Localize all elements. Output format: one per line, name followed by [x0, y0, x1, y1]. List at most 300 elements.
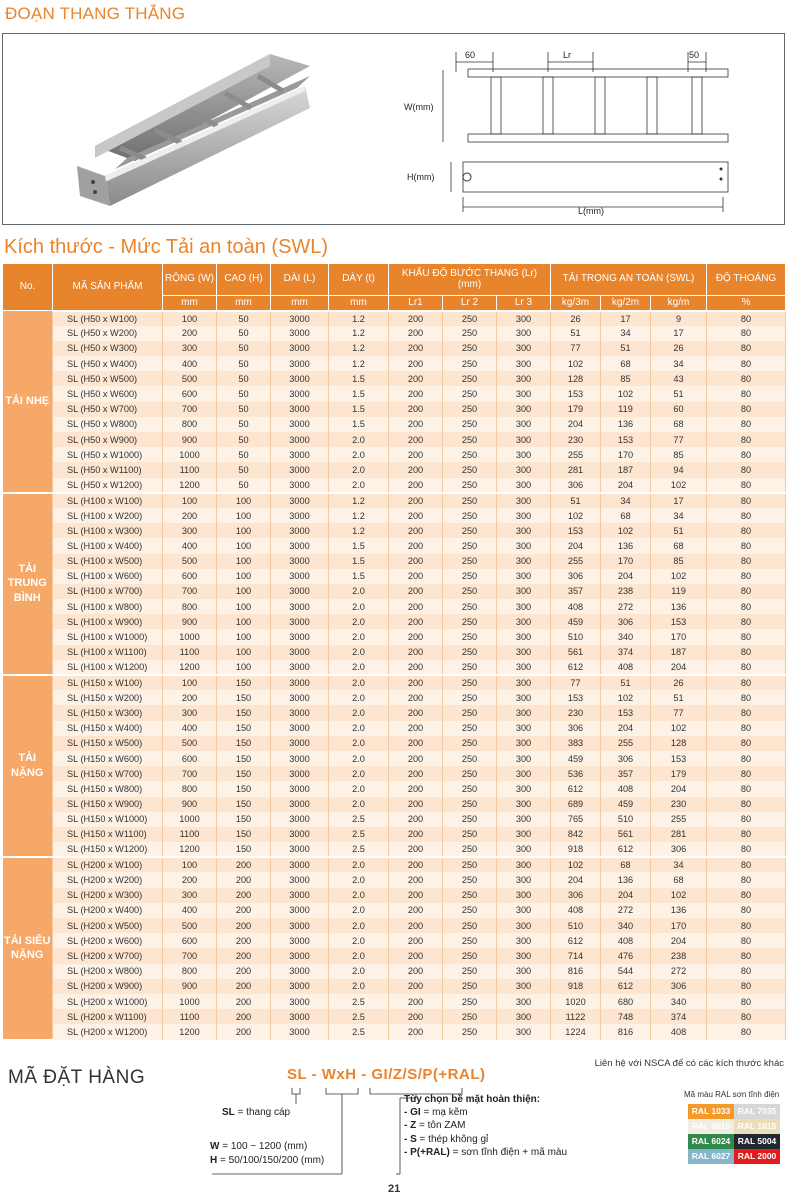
table-cell: 300: [163, 888, 217, 903]
table-cell: 3000: [271, 812, 329, 827]
table-cell: 80: [707, 538, 786, 553]
unit-thickness: mm: [329, 296, 389, 311]
table-cell: 3000: [271, 781, 329, 796]
legend-w-key: W: [210, 1141, 220, 1152]
table-cell: 200: [389, 569, 443, 584]
table-cell: 459: [601, 797, 651, 812]
table-cell: 300: [497, 918, 551, 933]
table-cell: 200: [389, 872, 443, 887]
table-cell: 300: [497, 569, 551, 584]
table-cell: 250: [443, 705, 497, 720]
table-cell: 300: [497, 356, 551, 371]
table-cell: 68: [601, 356, 651, 371]
unit-length: mm: [271, 296, 329, 311]
legend-sl-key: SL: [222, 1107, 235, 1118]
finish-z: [404, 1119, 567, 1132]
ral-swatch: RAL 6027: [688, 1149, 734, 1164]
table-cell: 80: [707, 584, 786, 599]
table-cell: 340: [651, 994, 707, 1009]
ral-swatch: RAL 1015: [734, 1119, 780, 1134]
table-cell: 459: [551, 751, 601, 766]
finish-gi: [404, 1106, 567, 1119]
table-cell: 170: [601, 554, 651, 569]
table-cell: 250: [443, 341, 497, 356]
ral-swatch: RAL 5004: [734, 1134, 780, 1149]
table-cell: 300: [497, 903, 551, 918]
product-code-cell: SL (H150 x W100): [53, 675, 163, 690]
table-cell: 100: [217, 629, 271, 644]
dim-50-label: 50: [689, 50, 700, 60]
table-cell: 200: [389, 311, 443, 326]
table-cell: 3000: [271, 736, 329, 751]
ral-swatch: RAL 1033: [688, 1104, 734, 1119]
spec-table: [2, 263, 786, 1041]
table-row: [3, 872, 786, 887]
table-cell: 1.5: [329, 402, 389, 417]
table-cell: 300: [497, 371, 551, 386]
table-cell: 1200: [163, 1024, 217, 1039]
table-cell: 2.0: [329, 751, 389, 766]
table-cell: 306: [551, 721, 601, 736]
table-cell: 80: [707, 629, 786, 644]
table-cell: 200: [389, 417, 443, 432]
table-cell: 300: [497, 417, 551, 432]
table-cell: 200: [389, 478, 443, 493]
table-cell: 200: [217, 888, 271, 903]
table-cell: 250: [443, 690, 497, 705]
legend-h-key: H: [210, 1154, 218, 1166]
table-cell: 200: [389, 766, 443, 781]
table-cell: 102: [651, 721, 707, 736]
table-cell: 2.0: [329, 675, 389, 690]
table-cell: 200: [389, 842, 443, 857]
table-cell: 100: [217, 599, 271, 614]
table-cell: 50: [217, 371, 271, 386]
table-cell: 250: [443, 933, 497, 948]
finish-title: Tùy chọn bề mặt hoàn thiện:: [404, 1094, 541, 1105]
table-cell: 2.5: [329, 1024, 389, 1039]
table-cell: 200: [217, 1024, 271, 1039]
table-cell: 250: [443, 1009, 497, 1024]
table-cell: 250: [443, 994, 497, 1009]
table-cell: 2.0: [329, 705, 389, 720]
table-cell: 3000: [271, 721, 329, 736]
table-cell: 2.0: [329, 736, 389, 751]
table-cell: 200: [389, 462, 443, 477]
table-cell: 3000: [271, 948, 329, 963]
table-row: [3, 842, 786, 857]
table-cell: 50: [217, 326, 271, 341]
table-cell: 3000: [271, 523, 329, 538]
table-cell: 200: [163, 690, 217, 705]
table-cell: 80: [707, 705, 786, 720]
table-cell: 80: [707, 827, 786, 842]
table-cell: 150: [217, 751, 271, 766]
table-cell: 200: [389, 554, 443, 569]
legend-w-desc: = 100 ~ 1200 (mm): [219, 1141, 308, 1152]
table-cell: 80: [707, 675, 786, 690]
table-cell: 900: [163, 432, 217, 447]
table-cell: 612: [551, 660, 601, 675]
table-cell: 51: [651, 690, 707, 705]
table-cell: 200: [389, 964, 443, 979]
table-cell: 77: [651, 432, 707, 447]
table-cell: 200: [389, 948, 443, 963]
table-cell: 200: [217, 948, 271, 963]
table-cell: 200: [389, 918, 443, 933]
product-code-cell: SL (H150 x W700): [53, 766, 163, 781]
table-cell: 250: [443, 903, 497, 918]
table-cell: 85: [651, 447, 707, 462]
table-cell: 1.5: [329, 554, 389, 569]
table-cell: 200: [389, 797, 443, 812]
product-code-cell: SL (H100 x W300): [53, 523, 163, 538]
table-row: [3, 584, 786, 599]
table-cell: 200: [217, 994, 271, 1009]
table-cell: 600: [163, 933, 217, 948]
table-cell: 3000: [271, 933, 329, 948]
table-cell: 128: [551, 371, 601, 386]
table-cell: 2.0: [329, 903, 389, 918]
table-cell: 300: [497, 478, 551, 493]
table-cell: 68: [601, 857, 651, 872]
table-cell: 1000: [163, 629, 217, 644]
table-cell: 2.0: [329, 599, 389, 614]
table-cell: 918: [551, 842, 601, 857]
table-cell: 300: [497, 675, 551, 690]
table-cell: 306: [601, 614, 651, 629]
table-cell: 250: [443, 447, 497, 462]
table-cell: 200: [389, 660, 443, 675]
table-cell: 612: [601, 842, 651, 857]
table-cell: 80: [707, 903, 786, 918]
table-cell: 816: [551, 964, 601, 979]
table-cell: 300: [497, 705, 551, 720]
table-cell: 250: [443, 554, 497, 569]
table-cell: 100: [217, 493, 271, 508]
header-code: MÃ SẢN PHẨM: [53, 264, 163, 311]
group-label: TẢI SIÊU NẶNG: [3, 857, 53, 1039]
table-cell: 250: [443, 736, 497, 751]
table-cell: 150: [217, 736, 271, 751]
table-cell: 306: [551, 569, 601, 584]
table-cell: 1200: [163, 478, 217, 493]
table-row: [3, 948, 786, 963]
table-cell: 80: [707, 812, 786, 827]
table-cell: 204: [601, 888, 651, 903]
table-cell: 230: [551, 705, 601, 720]
product-code-cell: SL (H100 x W800): [53, 599, 163, 614]
table-cell: 2.5: [329, 1009, 389, 1024]
table-cell: 230: [651, 797, 707, 812]
table-cell: 100: [217, 645, 271, 660]
table-cell: 200: [163, 508, 217, 523]
table-cell: 544: [601, 964, 651, 979]
table-cell: 250: [443, 827, 497, 842]
table-cell: 250: [443, 857, 497, 872]
table-row: [3, 478, 786, 493]
product-code-cell: SL (H100 x W600): [53, 569, 163, 584]
table-cell: 255: [551, 447, 601, 462]
dim-w-label: W(mm): [404, 102, 434, 112]
table-cell: 1.2: [329, 356, 389, 371]
table-cell: 3000: [271, 614, 329, 629]
table-cell: 300: [497, 432, 551, 447]
table-cell: 1100: [163, 462, 217, 477]
product-code-cell: SL (H150 x W300): [53, 705, 163, 720]
legend-sl-desc: = thang cáp: [234, 1107, 291, 1118]
table-cell: 102: [551, 356, 601, 371]
table-cell: 2.0: [329, 933, 389, 948]
table-cell: 300: [163, 705, 217, 720]
table-cell: 200: [389, 341, 443, 356]
table-cell: 200: [389, 979, 443, 994]
product-code-cell: SL (H150 x W900): [53, 797, 163, 812]
table-cell: 136: [651, 903, 707, 918]
table-cell: 200: [389, 493, 443, 508]
table-cell: 306: [551, 888, 601, 903]
table-cell: 3000: [271, 857, 329, 872]
table-cell: 3000: [271, 903, 329, 918]
header-width: RỘNG (W): [163, 264, 217, 296]
table-cell: 150: [217, 690, 271, 705]
finish-s-desc: = thép không gỉ: [416, 1133, 489, 1145]
table-cell: 200: [217, 872, 271, 887]
table-cell: 300: [497, 888, 551, 903]
table-row: [3, 356, 786, 371]
table-cell: 250: [443, 812, 497, 827]
table-cell: 200: [389, 827, 443, 842]
table-cell: 200: [389, 857, 443, 872]
table-cell: 187: [651, 645, 707, 660]
table-cell: 200: [389, 721, 443, 736]
header-clearance: ĐỘ THOÁNG: [707, 264, 786, 296]
table-cell: 2.0: [329, 614, 389, 629]
table-cell: 200: [217, 903, 271, 918]
table-cell: 250: [443, 751, 497, 766]
table-cell: 400: [163, 356, 217, 371]
table-cell: 119: [651, 584, 707, 599]
table-row: [3, 614, 786, 629]
table-cell: 510: [551, 918, 601, 933]
product-code-cell: SL (H200 x W100): [53, 857, 163, 872]
table-cell: 50: [217, 402, 271, 417]
product-code-cell: SL (H100 x W900): [53, 614, 163, 629]
product-code-cell: SL (H150 x W400): [53, 721, 163, 736]
section-title: ĐOẠN THANG THẲNG: [5, 4, 186, 23]
unit-kgm: kg/m: [651, 296, 707, 311]
table-cell: 3000: [271, 478, 329, 493]
table-cell: 100: [217, 508, 271, 523]
table-cell: 100: [217, 538, 271, 553]
ral-swatch: RAL 2000: [734, 1149, 780, 1164]
unit-kg3: kg/3m: [551, 296, 601, 311]
product-code-cell: SL (H150 x W800): [53, 781, 163, 796]
table-cell: 3000: [271, 1009, 329, 1024]
table-row: [3, 326, 786, 341]
table-row: [3, 447, 786, 462]
table-cell: 80: [707, 660, 786, 675]
table-cell: 3000: [271, 842, 329, 857]
table-cell: 80: [707, 842, 786, 857]
table-cell: 842: [551, 827, 601, 842]
product-code-cell: SL (H50 x W200): [53, 326, 163, 341]
table-cell: 100: [217, 523, 271, 538]
table-cell: 612: [551, 933, 601, 948]
table-cell: 238: [651, 948, 707, 963]
table-cell: 2.5: [329, 994, 389, 1009]
table-cell: 250: [443, 356, 497, 371]
product-code-cell: SL (H200 x W200): [53, 872, 163, 887]
table-cell: 510: [551, 629, 601, 644]
table-cell: 100: [163, 675, 217, 690]
table-cell: 408: [551, 903, 601, 918]
table-cell: 136: [651, 599, 707, 614]
table-cell: 250: [443, 432, 497, 447]
table-cell: 250: [443, 675, 497, 690]
table-cell: 102: [551, 857, 601, 872]
table-row: [3, 660, 786, 675]
table-cell: 51: [651, 523, 707, 538]
table-cell: 200: [389, 781, 443, 796]
table-cell: 2.0: [329, 660, 389, 675]
table-cell: 2.0: [329, 948, 389, 963]
table-cell: 250: [443, 629, 497, 644]
table-cell: 200: [217, 979, 271, 994]
table-cell: 94: [651, 462, 707, 477]
table-cell: 300: [163, 523, 217, 538]
table-row: [3, 417, 786, 432]
spec-table-body: [3, 311, 786, 1040]
product-code-cell: SL (H50 x W400): [53, 356, 163, 371]
dim-lr-label: Lr: [563, 50, 572, 60]
table-row: [3, 781, 786, 796]
table-cell: 204: [601, 478, 651, 493]
page-number: 21: [388, 1183, 401, 1195]
table-cell: 150: [217, 705, 271, 720]
ral-title: Mã màu RAL sơn tĩnh điện: [684, 1090, 780, 1099]
table-cell: 3000: [271, 538, 329, 553]
product-code-cell: SL (H150 x W500): [53, 736, 163, 751]
product-code-cell: SL (H200 x W600): [53, 933, 163, 948]
unit-lr2: Lr 2: [443, 296, 497, 311]
table-cell: 612: [601, 979, 651, 994]
product-code-cell: SL (H50 x W700): [53, 402, 163, 417]
table-cell: 204: [651, 660, 707, 675]
table-cell: 306: [651, 979, 707, 994]
product-code-cell: SL (H150 x W1000): [53, 812, 163, 827]
table-row: [3, 857, 786, 872]
table-cell: 51: [551, 326, 601, 341]
table-cell: 50: [217, 341, 271, 356]
table-cell: 80: [707, 462, 786, 477]
legend-w: [210, 1140, 324, 1154]
table-cell: 561: [601, 827, 651, 842]
product-code-cell: SL (H150 x W1200): [53, 842, 163, 857]
table-cell: 2.0: [329, 478, 389, 493]
table-cell: 250: [443, 721, 497, 736]
product-code-cell: SL (H100 x W700): [53, 584, 163, 599]
table-cell: 26: [651, 675, 707, 690]
table-cell: 765: [551, 812, 601, 827]
table-row: [3, 523, 786, 538]
table-cell: 200: [389, 371, 443, 386]
table-cell: 250: [443, 645, 497, 660]
order-code: SL - WxH - GI/Z/S/P(+RAL): [287, 1066, 486, 1083]
table-row: [3, 311, 786, 326]
table-cell: 200: [389, 690, 443, 705]
product-code-cell: SL (H50 x W1200): [53, 478, 163, 493]
table-row: [3, 1024, 786, 1039]
table-cell: 300: [497, 842, 551, 857]
table-cell: 255: [651, 812, 707, 827]
product-code-cell: SL (H50 x W300): [53, 341, 163, 356]
product-code-cell: SL (H100 x W100): [53, 493, 163, 508]
table-cell: 250: [443, 523, 497, 538]
ladder-3d-image: [65, 46, 335, 221]
table-cell: 500: [163, 554, 217, 569]
table-cell: 900: [163, 614, 217, 629]
table-cell: 536: [551, 766, 601, 781]
table-row: [3, 979, 786, 994]
table-cell: 80: [707, 721, 786, 736]
table-cell: 102: [651, 478, 707, 493]
table-cell: 102: [601, 523, 651, 538]
product-code-cell: SL (H100 x W1200): [53, 660, 163, 675]
table-cell: 3000: [271, 356, 329, 371]
table-cell: 2.0: [329, 766, 389, 781]
table-cell: 748: [601, 1009, 651, 1024]
table-cell: 3000: [271, 645, 329, 660]
table-cell: 306: [651, 842, 707, 857]
table-cell: 9: [651, 311, 707, 326]
table-cell: 800: [163, 417, 217, 432]
table-cell: 250: [443, 569, 497, 584]
table-cell: 500: [163, 918, 217, 933]
table-cell: 3000: [271, 660, 329, 675]
table-cell: 200: [389, 614, 443, 629]
table-row: [3, 766, 786, 781]
table-cell: 153: [651, 614, 707, 629]
table-cell: 153: [551, 523, 601, 538]
table-cell: 200: [217, 918, 271, 933]
table-cell: 153: [601, 705, 651, 720]
unit-lr1: Lr1: [389, 296, 443, 311]
table-cell: 300: [497, 827, 551, 842]
table-cell: 300: [497, 1024, 551, 1039]
table-row: [3, 918, 786, 933]
table-cell: 34: [651, 508, 707, 523]
table-cell: 80: [707, 402, 786, 417]
table-row: [3, 797, 786, 812]
table-cell: 80: [707, 690, 786, 705]
table-row: [3, 751, 786, 766]
table-cell: 3000: [271, 918, 329, 933]
table-cell: 2.0: [329, 447, 389, 462]
table-cell: 200: [389, 356, 443, 371]
table-cell: 80: [707, 523, 786, 538]
table-cell: 204: [601, 721, 651, 736]
table-cell: 80: [707, 979, 786, 994]
product-code-cell: SL (H200 x W900): [53, 979, 163, 994]
table-cell: 250: [443, 386, 497, 401]
product-code-cell: SL (H150 x W200): [53, 690, 163, 705]
table-cell: 3000: [271, 493, 329, 508]
table-cell: 102: [651, 569, 707, 584]
product-code-cell: SL (H200 x W1200): [53, 1024, 163, 1039]
table-cell: 80: [707, 599, 786, 614]
table-row: [3, 675, 786, 690]
